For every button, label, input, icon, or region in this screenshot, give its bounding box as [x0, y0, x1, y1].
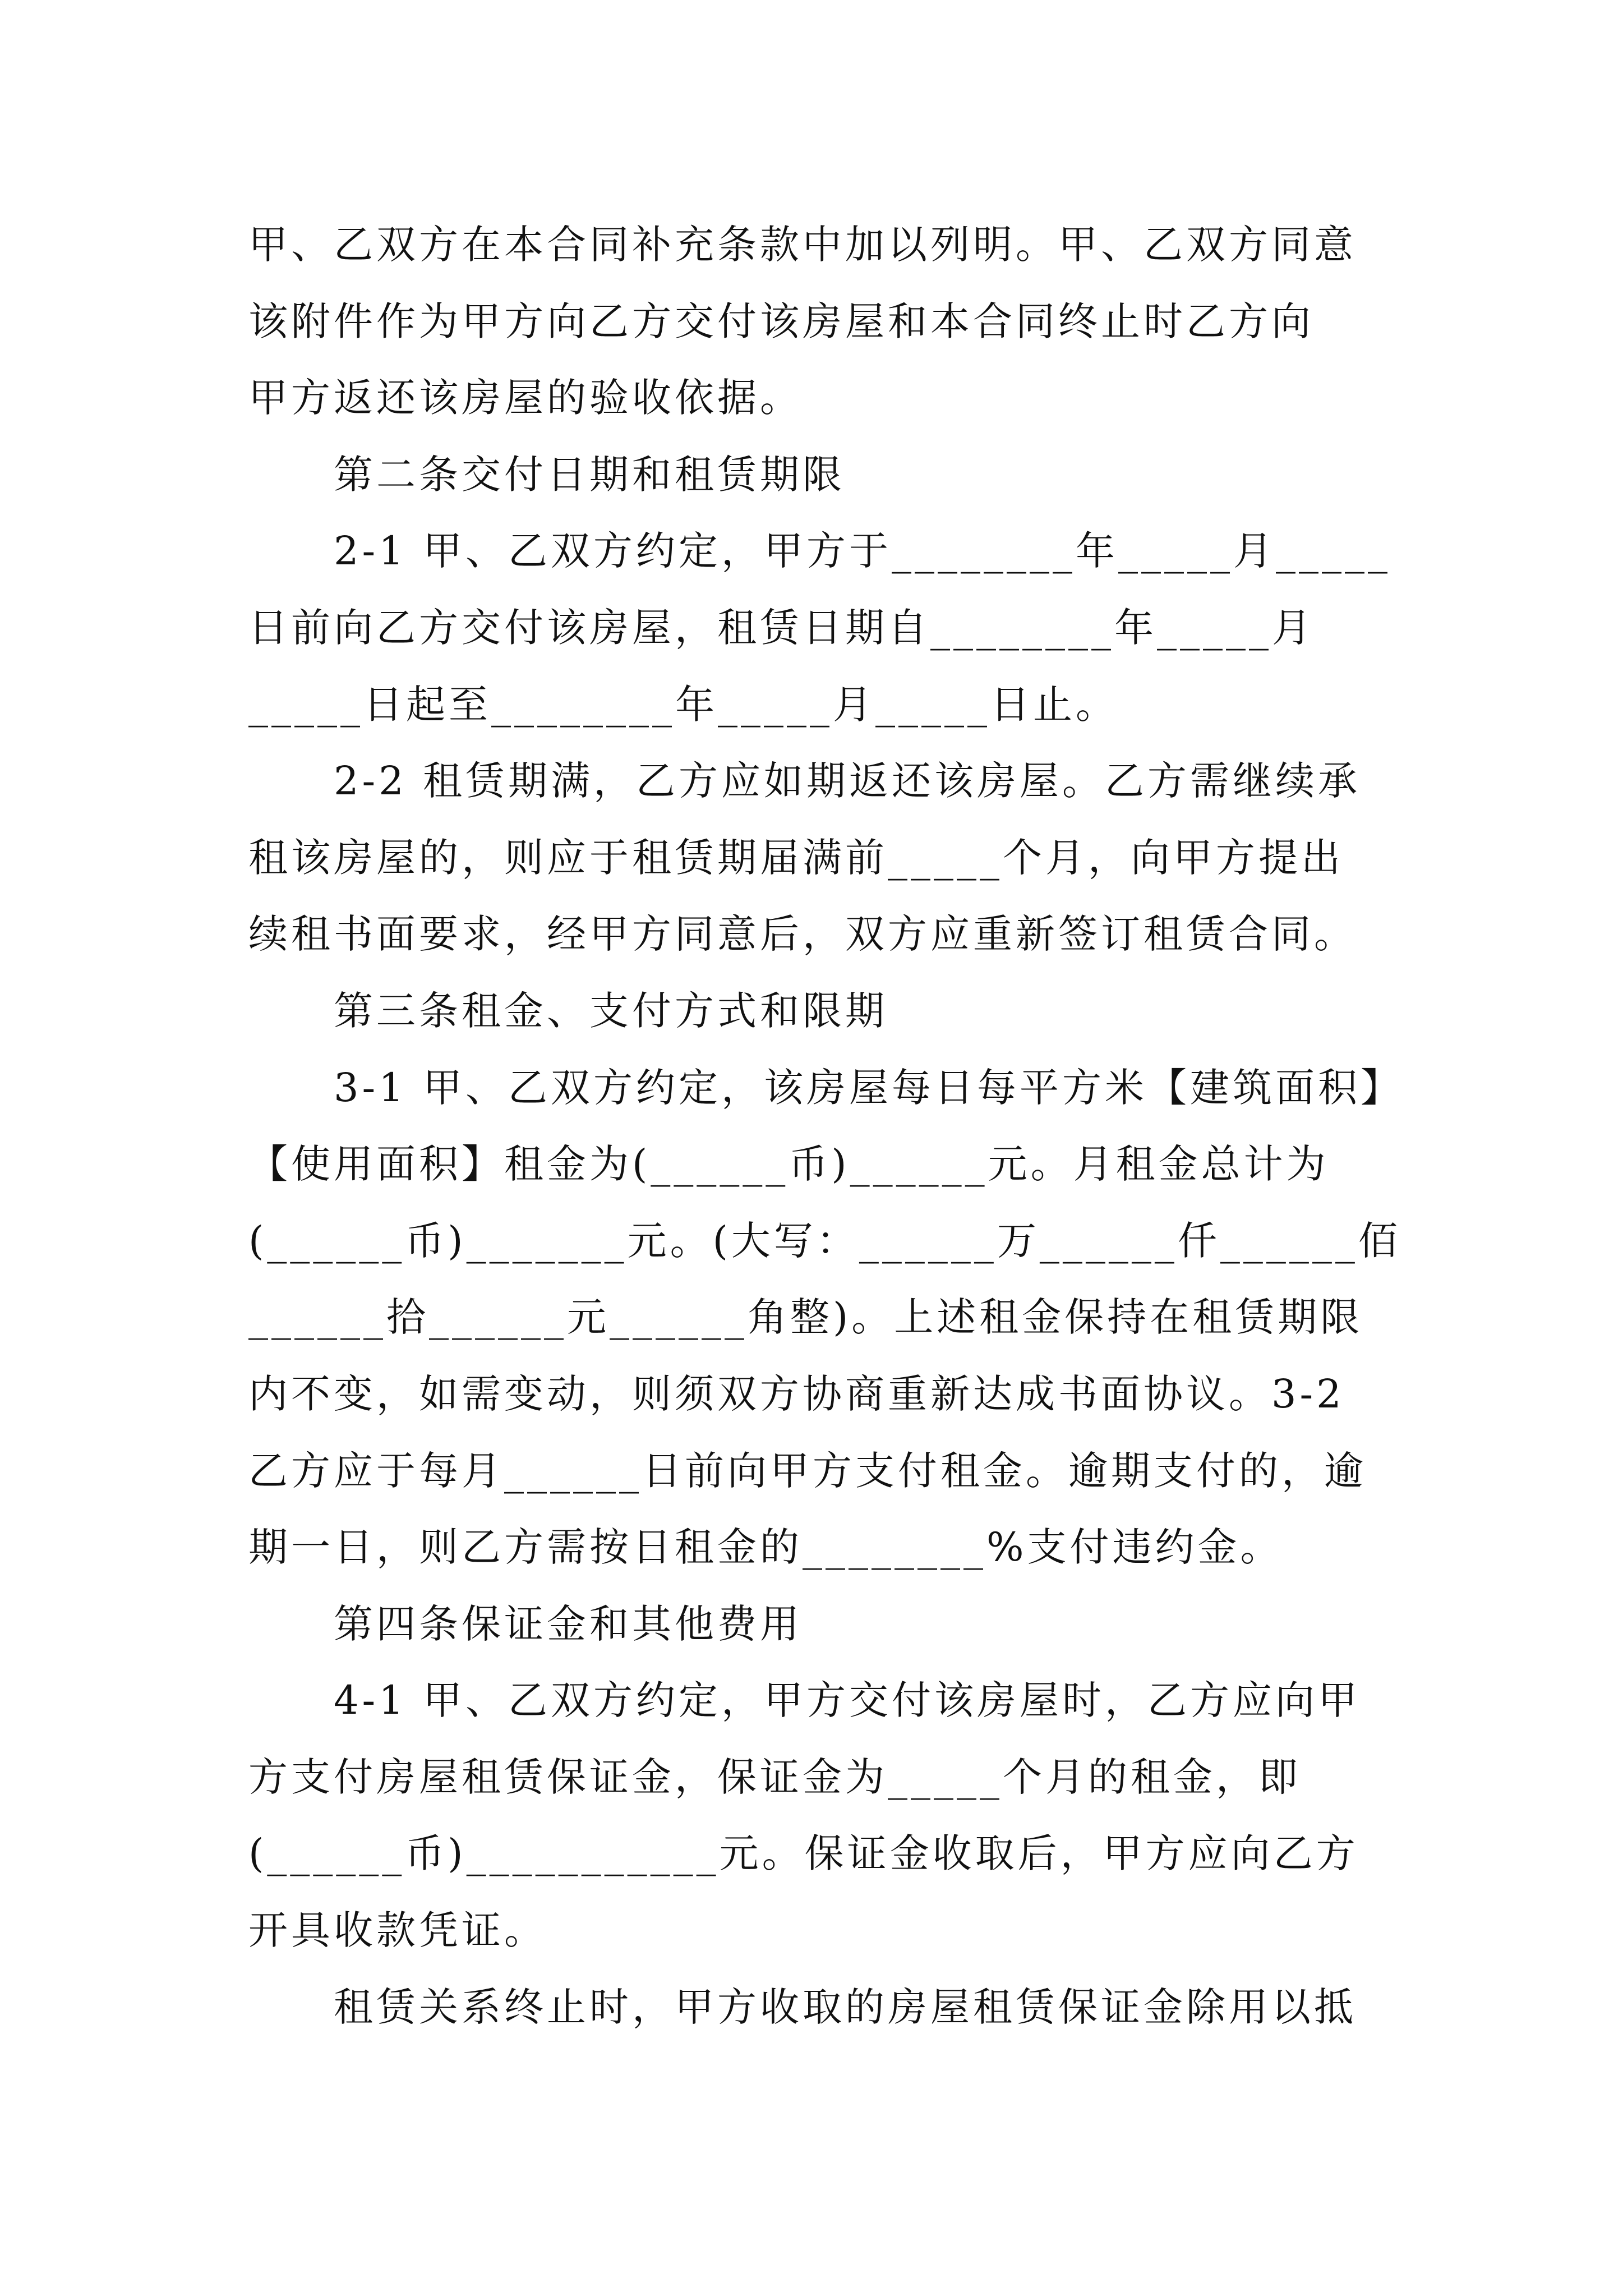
text-line: (______币)___________元。保证金收取后，甲方应向乙方: [248, 1830, 1359, 1877]
text-line: 内不变，如需变动，则须双方协商重新达成书面协议。3-2: [248, 1370, 1345, 1417]
text-line: _____日起至________年_____月_____日止。: [248, 681, 1118, 728]
section-heading: 第四条保证金和其他费用: [248, 1600, 803, 1647]
text-line: 续租书面要求，经甲方同意后，双方应重新签订租赁合同。: [248, 911, 1357, 958]
text-line: 【使用面积】租金为(______币)______元。月租金总计为: [248, 1141, 1329, 1188]
text-line: 2-2 租赁期满，乙方应如期返还该房屋。乙方需继续承: [248, 758, 1361, 804]
text-line: ______拾______元______角整)。上述租金保持在租赁期限: [248, 1294, 1363, 1341]
text-line: 4-1 甲、乙双方约定，甲方交付该房屋时，乙方应向甲: [248, 1677, 1361, 1724]
text-line: 乙方应于每月______日前向甲方支付租金。逾期支付的，逾: [248, 1447, 1367, 1494]
text-line: 方支付房屋租赁保证金，保证金为_____个月的租金，即: [248, 1754, 1301, 1800]
text-line: 租该房屋的，则应于租赁期届满前_____个月，向甲方提出: [248, 834, 1344, 881]
text-line: 该附件作为甲方向乙方交付该房屋和本合同终止时乙方向: [248, 298, 1314, 344]
section-heading: 第二条交付日期和租赁期限: [248, 451, 845, 498]
text-line: 甲、乙双方在本合同补充条款中加以列明。甲、乙双方同意: [248, 222, 1357, 268]
text-line: 租赁关系终止时，甲方收取的房屋租赁保证金除用以抵: [248, 1984, 1357, 2030]
text-line: 期一日，则乙方需按日租金的________%支付违约金。: [248, 1524, 1283, 1571]
text-line: 日前向乙方交付该房屋，租赁日期自________年_____月: [248, 604, 1315, 651]
section-heading: 第三条租金、支付方式和限期: [248, 987, 888, 1034]
text-line: 甲方返还该房屋的验收依据。: [248, 375, 803, 421]
contract-text: [248, 206, 1403, 2045]
text-line: 2-1 甲、乙双方约定，甲方于________年_____月_____: [248, 528, 1391, 574]
text-line: 3-1 甲、乙双方约定，该房屋每日每平方米【建筑面积】: [248, 1064, 1403, 1111]
text-line: 开具收款凭证。: [248, 1907, 547, 1954]
text-line: (______币)_______元。(大写：______万______仟______佰: [248, 1217, 1401, 1264]
